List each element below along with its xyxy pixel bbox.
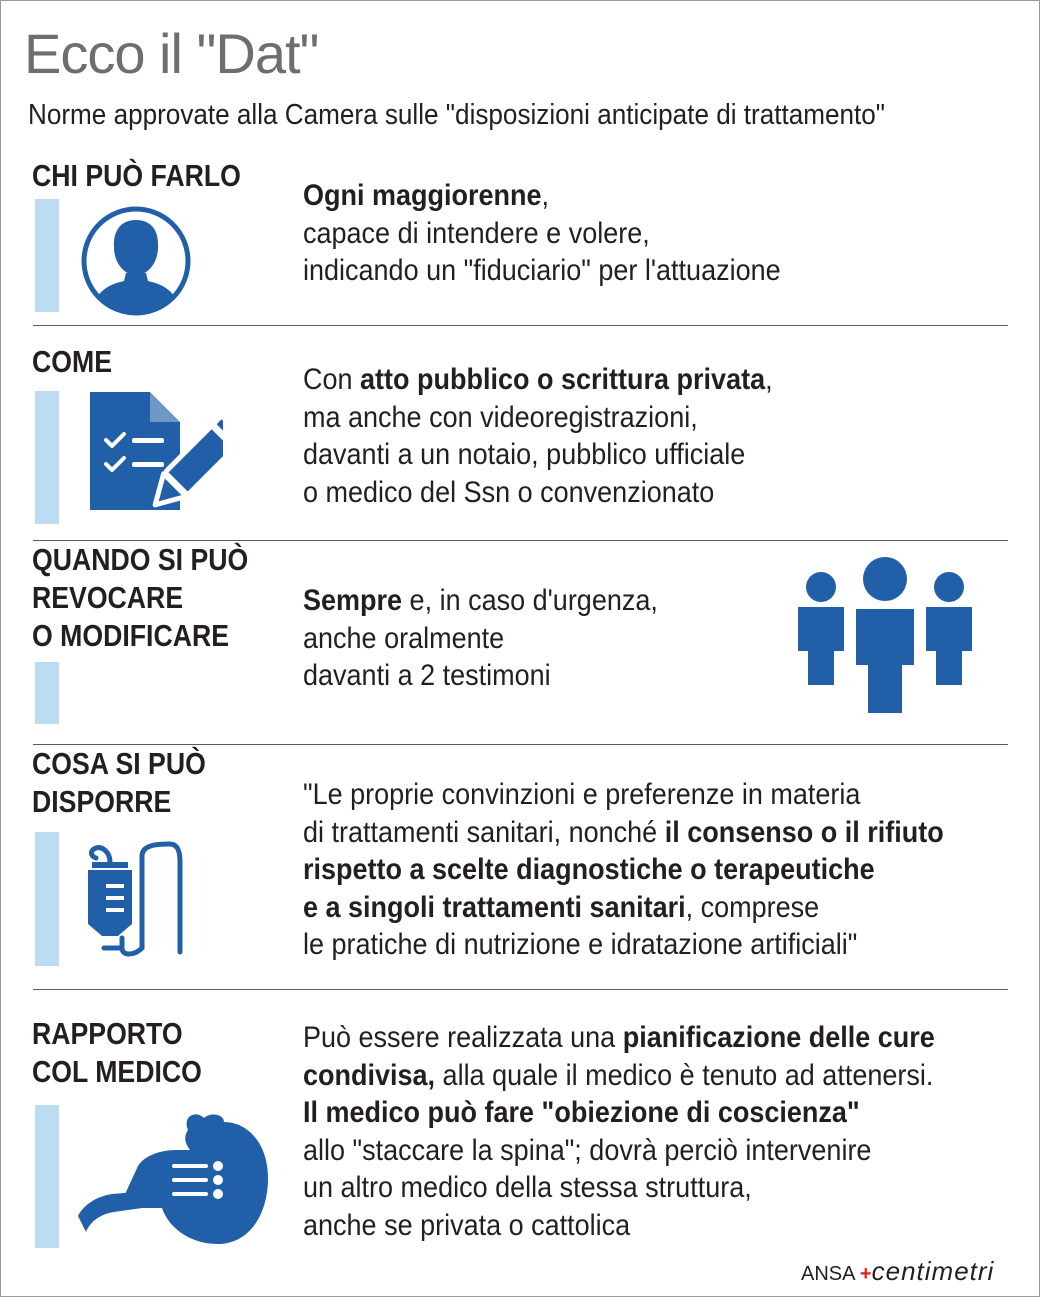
section-accent-bar — [35, 391, 59, 524]
section-accent-bar — [35, 662, 59, 724]
person-circle-icon — [80, 205, 192, 317]
text-line — [303, 177, 781, 215]
text-line — [303, 252, 781, 290]
text-run: anche se privata o cattolica — [303, 1208, 631, 1242]
text-line — [303, 814, 944, 852]
iv-drip-icon — [82, 838, 187, 958]
text-line — [303, 1057, 935, 1095]
text-line — [303, 657, 658, 695]
page-title: Ecco il "Dat" — [24, 22, 319, 85]
text-run: , — [541, 179, 550, 212]
text-line — [303, 926, 944, 964]
text-run: indicando un "fiduciario" per l'attuazione — [303, 254, 781, 287]
bold-text: Il medico può fare "obiezione di coscienza" — [303, 1096, 860, 1129]
source-agency: ANSA — [801, 1263, 855, 1285]
brand-name: centimetri — [871, 1256, 995, 1286]
text-run: davanti a 2 testimoni — [303, 659, 551, 692]
text-run: un altro medico della stessa struttura, — [303, 1171, 752, 1204]
text-line — [303, 889, 944, 927]
text-run: , — [765, 363, 773, 396]
text-line — [303, 582, 658, 620]
bold-text: pianificazione delle cure — [622, 1021, 935, 1054]
section-text — [303, 361, 773, 511]
text-line — [303, 399, 773, 437]
text-line — [303, 474, 773, 512]
text-run: di trattamenti sanitari, nonché — [303, 815, 665, 849]
text-line — [303, 1019, 935, 1057]
bold-text: rispetto a scelte diagnostiche o terapeutiche — [303, 853, 875, 886]
text-line — [303, 1132, 935, 1170]
text-line — [303, 436, 773, 474]
text-run: e, in caso d'urgenza, — [402, 584, 658, 617]
section-accent-bar — [35, 1105, 59, 1248]
text-line — [303, 1169, 935, 1207]
section-text — [303, 776, 944, 964]
text-line — [303, 1094, 935, 1132]
text-run: anche oralmente — [303, 621, 505, 655]
text-line — [303, 215, 781, 253]
section-text — [303, 177, 781, 290]
section-accent-bar — [35, 199, 59, 312]
bold-text: condivisa, — [303, 1058, 436, 1092]
text-run: alla quale il medico è tenuto ad attenersi. — [435, 1058, 934, 1092]
page-subtitle: Norme approvate alla Camera sulle "disposizioni anticipate di trattamento" — [28, 99, 886, 131]
section-heading-rapporto-col-medico: RAPPORTO COL MEDICO — [32, 1016, 202, 1089]
text-line — [303, 361, 773, 399]
text-run: allo "staccare la spina"; dovrà perciò intervenire — [303, 1133, 872, 1167]
section-heading-come: COME — [32, 344, 112, 379]
text-line — [303, 1207, 935, 1245]
section-text — [303, 582, 658, 695]
bold-text: Ogni maggiorenne — [303, 179, 542, 212]
text-run: o medico del Ssn o convenzionato — [303, 475, 715, 509]
section-divider — [33, 325, 1008, 326]
bold-text: atto pubblico o scrittura privata — [360, 363, 766, 396]
section-heading-quando-si-puo: QUANDO SI PUÒ REVOCARE O MODIFICARE — [32, 542, 249, 653]
text-run: ma anche con videoregistrazioni, — [303, 400, 698, 434]
text-run: Con — [303, 363, 361, 396]
text-run: davanti a un notaio, pubblico ufficiale — [303, 438, 746, 471]
document-pencil-icon — [88, 390, 223, 525]
brand-plus-mark: + — [859, 1263, 872, 1285]
hand-plug-icon — [78, 1108, 278, 1248]
section-text — [303, 1019, 935, 1244]
section-accent-bar — [35, 832, 59, 966]
three-people-icon — [794, 555, 976, 715]
text-run: le pratiche di nutrizione e idratazione artificiali" — [303, 928, 858, 961]
bold-text: e a singoli trattamenti sanitari — [303, 890, 686, 924]
text-line — [303, 776, 944, 814]
section-heading-chi-puo-farlo: CHI PUÒ FARLO — [32, 158, 241, 193]
text-run: Può essere realizzata una — [303, 1021, 623, 1054]
section-heading-cosa-si-puo: COSA SI PUÒ DISPORRE — [32, 746, 206, 819]
section-divider — [33, 989, 1008, 990]
bold-text: il consenso o il rifiuto — [664, 815, 944, 849]
bold-text: Sempre — [303, 584, 403, 617]
text-run: "Le proprie convinzioni e preferenze in materia — [303, 778, 861, 811]
source-credit — [801, 1258, 994, 1287]
text-run: , comprese — [685, 890, 820, 924]
text-run: capace di intendere e volere, — [303, 216, 650, 250]
text-line — [303, 851, 944, 889]
text-line — [303, 620, 658, 658]
